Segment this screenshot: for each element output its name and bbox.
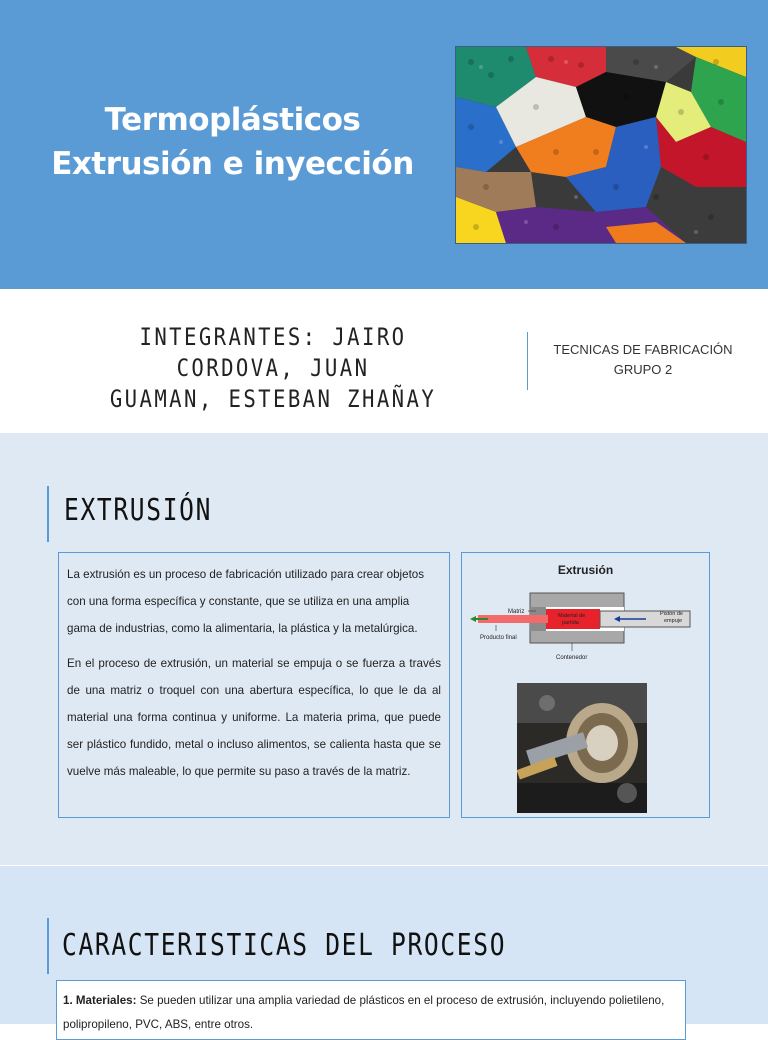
members-line-2: GUAMAN, ESTEBAN ZHAÑAY bbox=[109, 385, 437, 413]
label-material-2: partida bbox=[562, 620, 579, 626]
page-title bbox=[30, 98, 435, 186]
extrusion-paragraph-2: En el proceso de extrusión, un material se empuja o se fuerza a través de una matriz o troquel con una abertura específica, lo que le da al material una forma continua y uniforme. La materia prima, que puede ser plástico fundido, metal o incluso alimentos, se calienta hasta que se vuelve más maleable, lo que permite su paso a través de la matriz. bbox=[67, 657, 441, 778]
plastic-pellets-image bbox=[455, 46, 747, 244]
title-line-2: Extrusión e inyección bbox=[51, 146, 414, 182]
label-piston-2: empuje bbox=[664, 618, 683, 624]
extrusion-diagram bbox=[468, 585, 705, 669]
members-text bbox=[88, 322, 458, 415]
extrusion-figure-box bbox=[461, 552, 710, 818]
item-1-text: Se pueden utilizar una amplia variedad de plásticos en el proceso de extrusión, incluyendo polietileno, polipropileno, PVC, ABS, entre otros. bbox=[63, 994, 665, 1031]
members-line-1: INTEGRANTES: JAIRO CORDOVA, JUAN bbox=[139, 323, 407, 382]
figure-title: Extrusión bbox=[557, 563, 614, 577]
label-matrix: Matriz bbox=[508, 609, 525, 615]
label-piston: Pistón de bbox=[660, 611, 683, 617]
extruder-machine-photo bbox=[517, 683, 647, 813]
divider bbox=[527, 332, 528, 390]
extrusion-text-box bbox=[58, 552, 450, 818]
characteristics-heading: CARACTERISTICAS DEL PROCESO bbox=[62, 928, 507, 963]
title-line-1: Termoplásticos bbox=[104, 102, 361, 138]
item-1-label: 1. Materiales: bbox=[63, 994, 137, 1007]
characteristics-box bbox=[56, 980, 686, 1040]
label-container: Contenedor bbox=[556, 655, 588, 661]
characteristics-heading-accent bbox=[47, 918, 49, 974]
label-material: Material de bbox=[558, 613, 586, 619]
course-info bbox=[543, 340, 743, 380]
extrusion-heading: EXTRUSIÓN bbox=[64, 493, 213, 528]
group-name: GRUPO 2 bbox=[613, 362, 673, 377]
extrusion-heading-accent bbox=[47, 486, 49, 542]
course-name: TECNICAS DE FABRICACIÓN bbox=[553, 342, 733, 357]
label-product: Producto final bbox=[480, 635, 517, 641]
extrusion-paragraph-1: La extrusión es un proceso de fabricación utilizado para crear objetos con una forma específica y constante, que se utiliza en una amplia gama de industrias, como la alimentaria, la plástica y la metalúrgica. bbox=[67, 568, 425, 635]
pellets-illustration bbox=[456, 47, 746, 243]
